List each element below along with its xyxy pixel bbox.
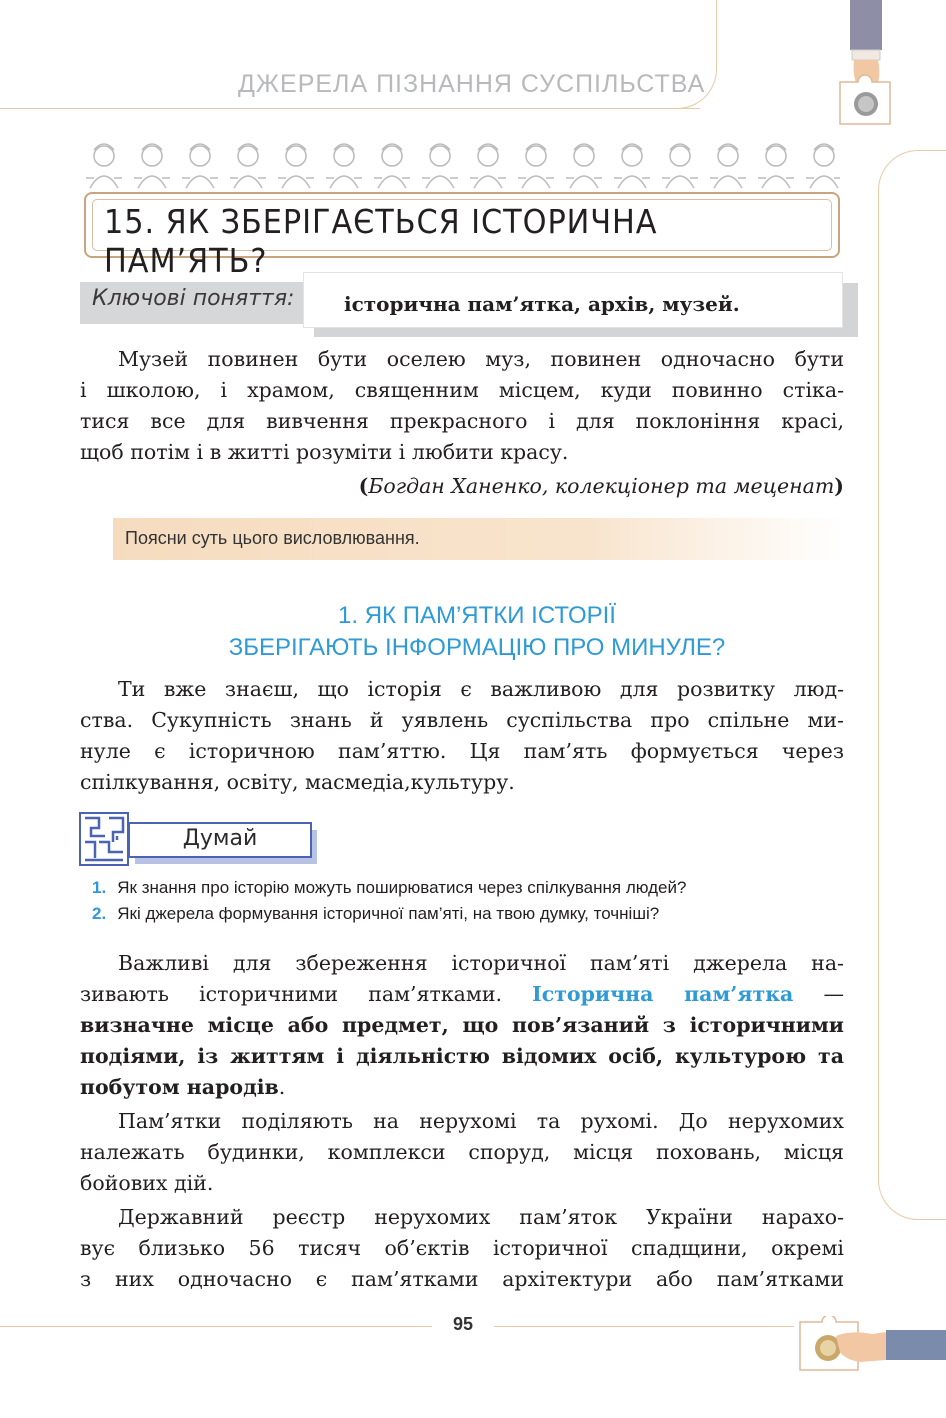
paragraph-line: Пам’ятки поділяють на нерухомі та рухомі. До нерухомих: [118, 1109, 844, 1133]
footer-line-left: [0, 1326, 432, 1327]
key-concepts-text: історична пам’ятка, архів, музей.: [344, 292, 740, 316]
think-question-2: [92, 904, 659, 924]
header-frame-line: [0, 108, 700, 109]
key-concepts-label: Ключові поняття:: [92, 286, 295, 311]
quote-source-close: ): [834, 474, 844, 498]
definition-last-line: [80, 1072, 844, 1103]
paragraph-registry: [80, 1202, 844, 1295]
paragraph-line: спілкування, освіту, масмедіа,культуру.: [80, 770, 515, 794]
section-title: ДЖЕРЕЛА ПІЗНАННЯ СУСПІЛЬСТВА: [238, 70, 706, 98]
quote-line: Музей повинен бути оселею муз, повинен одночасно бути: [118, 347, 844, 371]
definition-end: .: [278, 1075, 286, 1099]
definition-line: побутом народів: [80, 1075, 279, 1099]
question-number: 2.: [92, 904, 107, 923]
hand-puzzle-icon-bottom: [790, 1316, 946, 1376]
page-number: 95: [452, 1314, 474, 1334]
dash: —: [823, 982, 844, 1006]
figures-frieze: [80, 138, 840, 196]
subheading-line-2: ЗБЕРІГАЮТЬ ІНФОРМАЦІЮ ПРО МИНУЛЕ?: [228, 634, 726, 661]
paragraph-line: вує близько 56 тисяч об’єктів історичної спадщини, окремі: [80, 1236, 844, 1260]
quote-line: тися все для вивчення прекрасного і для поклоніння красі,: [80, 409, 844, 433]
hand-puzzle-icon: [830, 0, 900, 130]
paragraph-line: належать будинки, комплекси споруд, місця поховань, місця: [80, 1140, 844, 1164]
quote-paragraph: [80, 344, 844, 468]
question-number: 1.: [92, 878, 107, 897]
lesson-title: 15. ЯК ЗБЕРІГАЄТЬСЯ ІСТОРИЧНА ПАМ’ЯТЬ?: [104, 202, 658, 280]
question-text: Як знання про історію можуть поширюватися через спілкування людей?: [117, 878, 687, 897]
paragraph-line: Ти вже знаєш, що історія є важливою для розвитку люд-: [118, 677, 844, 701]
term-historical-monument: Історична пам’ятка: [532, 982, 794, 1006]
definition-line: подіями, із життям і діяльністю відомих осіб, культурою та: [80, 1044, 844, 1068]
paragraph-line: Важливі для збереження історичної пам’яті джерела на-: [118, 951, 844, 975]
definition-line: визначне місце або предмет, що пов’язаний з історичними: [80, 1013, 844, 1037]
quote-source: [359, 474, 844, 498]
paragraph-line: нуле є історичною пам’яттю. Ця пам’ять формується через: [80, 739, 844, 763]
task-text: Поясни суть цього висловлювання.: [125, 528, 420, 548]
paragraph-text: зивають історичними пам’ятками.: [80, 982, 502, 1006]
think-question-1: [92, 878, 686, 898]
quote-source-open: (: [358, 474, 369, 498]
question-text: Які джерела формування історичної пам’яті, на твою думку, точніші?: [117, 904, 660, 923]
paragraph-line: Державний реєстр нерухомих пам’яток України нарахо-: [118, 1205, 844, 1229]
quote-source-text: Богдан Ханенко, колекціонер та меценат: [368, 474, 835, 498]
paragraph-line: ства. Сукупність знань й уявлень суспільства про спільне ми-: [80, 708, 844, 732]
subheading-line-1: 1. ЯК ПАМ’ЯТКИ ІСТОРІЇ: [338, 602, 616, 629]
paragraph-line-with-term: [80, 979, 844, 1010]
paragraph-historical-memory: [80, 674, 844, 798]
quote-line: і школою, і храмом, священним місцем, куди повинно стіка-: [80, 378, 844, 402]
paragraph-line: з них одночасно є пам’ятками архітектури або пам’ятками: [80, 1267, 844, 1291]
quote-line: щоб потім і в житті розуміти і любити красу.: [80, 440, 569, 464]
paragraph-definition: [80, 948, 844, 1103]
paragraph-line: бойових дій.: [80, 1171, 214, 1195]
paragraph-immovable: [80, 1106, 844, 1199]
right-margin-frame: [878, 150, 946, 1220]
footer-line-right: [494, 1326, 794, 1327]
think-label: Думай: [182, 826, 258, 851]
maze-icon: [79, 812, 129, 866]
